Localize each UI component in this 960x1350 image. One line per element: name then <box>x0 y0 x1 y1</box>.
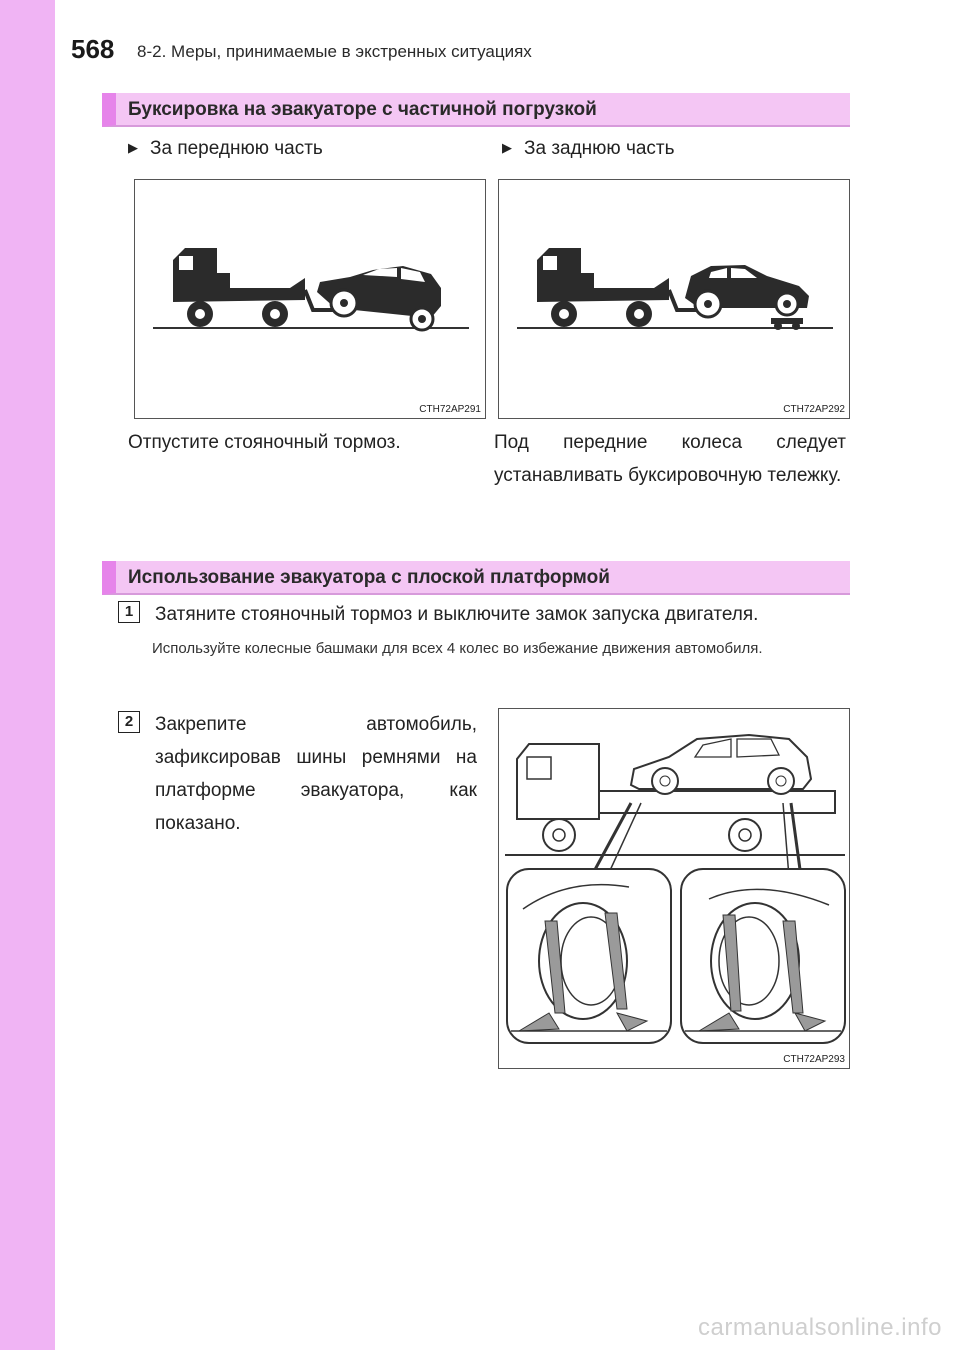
triangle-bullet-icon: ▶ <box>502 140 512 155</box>
text-dolly: Под передние колеса следует устанавливать буксировочную тележку. <box>494 432 846 486</box>
figure-rear-tow <box>498 179 850 419</box>
step-2-text: Закрепите автомобиль, зафиксировав шины ремнями на платформе эвакуатора, как показано. <box>155 714 477 834</box>
bullet-front: ▶ За переднюю часть <box>128 138 323 159</box>
section-header-partial-tow <box>102 93 850 127</box>
step-number-1: 1 <box>118 601 140 623</box>
step-1-text: Затяните стояночный тормоз и выключите замок запуска двигателя. <box>155 604 759 625</box>
figure-code: CTH72AP293 <box>783 1054 845 1065</box>
figure-front-tow <box>134 179 486 419</box>
figure-code: CTH72AP292 <box>783 404 845 415</box>
text-release-brake: Отпустите стояночный тормоз. <box>128 432 401 453</box>
chapter-title: 8-2. Меры, принимаемые в экстренных ситуациях <box>137 42 532 61</box>
side-tab <box>0 0 55 1350</box>
figure-code: CTH72AP291 <box>419 404 481 415</box>
page-number: 568 <box>71 34 115 64</box>
tow-truck-rear-illustration <box>499 180 851 420</box>
flatbed-truck-illustration <box>499 709 851 1070</box>
bullet-rear: ▶ За заднюю часть <box>502 138 675 159</box>
figure-flatbed <box>498 708 850 1069</box>
watermark: carmanualsonline.info <box>698 1314 942 1341</box>
section-title: Использование эвакуатора с плоской платформой <box>128 567 610 588</box>
step-number-2: 2 <box>118 711 140 733</box>
triangle-bullet-icon: ▶ <box>128 140 138 155</box>
section-header-flatbed <box>102 561 850 595</box>
section-title: Буксировка на эвакуаторе с частичной погрузкой <box>128 99 597 120</box>
step-1-note: Используйте колесные башмаки для всех 4 колес во избежание движения автомобиля. <box>152 640 763 657</box>
tow-truck-front-illustration <box>135 180 487 420</box>
